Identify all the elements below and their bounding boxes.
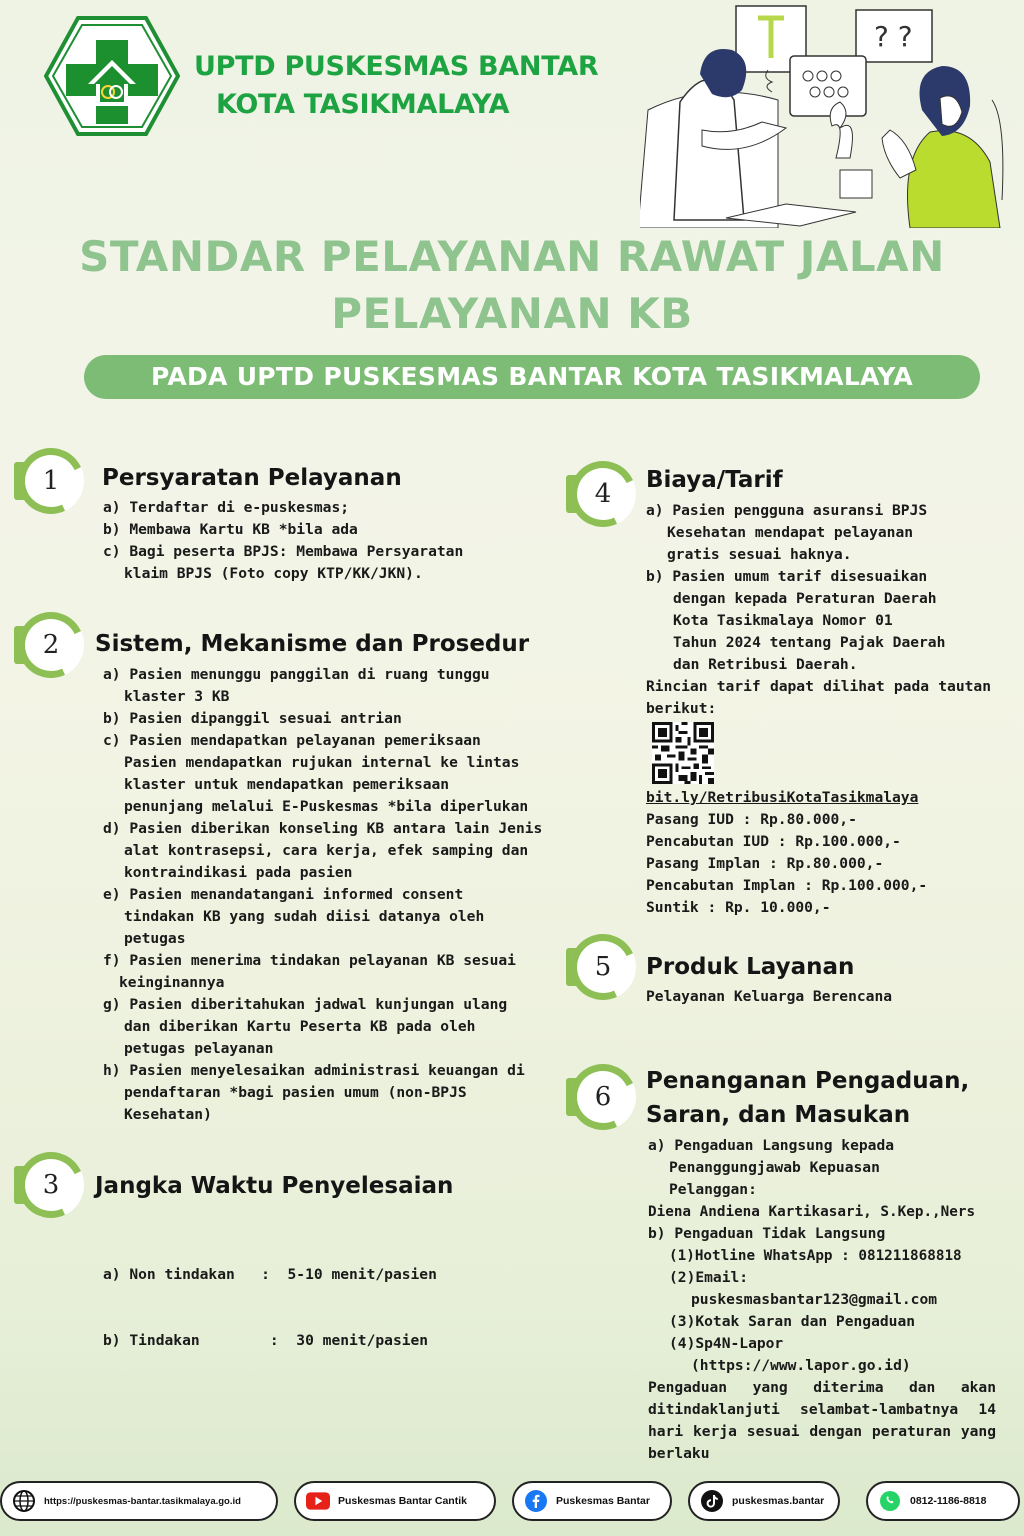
s1-item-b: b) Membawa Kartu KB *bila ada xyxy=(103,521,358,538)
s6-lapor-label: (4)Sp4N-Lapor xyxy=(669,1335,784,1352)
s4-item-b: b) Pasien umum tarif disesuaikan xyxy=(646,568,928,585)
s2-item-h-cont2: Kesehatan) xyxy=(124,1106,212,1123)
s6-hotline: (1)Hotline WhatsApp : 081211868818 xyxy=(669,1248,962,1264)
youtube-pill[interactable] xyxy=(294,1481,496,1521)
s2-item-e-cont2: petugas xyxy=(124,930,186,947)
globe-icon xyxy=(12,1489,36,1513)
main-title xyxy=(0,228,1024,342)
section-6-number: 6 xyxy=(594,1082,612,1112)
website-text: https://puskesmas-bantar.tasikmalaya.go.id xyxy=(44,1495,241,1507)
s2-item-c: c) Pasien mendapatkan pelayanan pemeriksaan xyxy=(103,732,481,749)
whatsapp-pill[interactable] xyxy=(866,1481,1020,1521)
facebook-text: Puskesmas Bantar xyxy=(556,1495,650,1507)
s6-item-a-cont1: Penanggungjawab Kepuasan xyxy=(669,1159,880,1176)
section-6-badge xyxy=(570,1064,636,1130)
section-3-number: 3 xyxy=(42,1170,60,1200)
s1-item-a: a) Terdaftar di e-puskesmas; xyxy=(103,499,350,516)
s6-item-a: a) Pengaduan Langsung kepada xyxy=(648,1137,895,1154)
subtitle-bar: PADA UPTD PUSKESMAS BANTAR KOTA TASIKMALAYA xyxy=(84,355,980,399)
section-1-title: Persyaratan Pelayanan xyxy=(102,465,402,491)
s6-item-b: b) Pengaduan Tidak Langsung xyxy=(648,1225,886,1242)
qr-code xyxy=(652,722,714,784)
fee-list xyxy=(646,809,991,919)
whatsapp-text: 0812-1186-8818 xyxy=(910,1495,987,1507)
section-2-badge xyxy=(18,612,84,678)
section-3-body xyxy=(103,1220,553,1374)
org-name-line1: UPTD PUSKESMAS BANTAR xyxy=(194,51,599,82)
section-6-title-line1: Penanganan Pengaduan, xyxy=(646,1068,970,1094)
facebook-icon xyxy=(524,1489,548,1513)
s2-item-g-cont2: petugas pelayanan xyxy=(124,1040,274,1057)
s2-item-d: d) Pasien diberikan konseling KB antara lain Jenis xyxy=(103,820,543,837)
s2-item-c-cont1: Pasien mendapatkan rujukan internal ke lintas xyxy=(124,754,520,771)
s2-item-e: e) Pasien menandatangani informed consent xyxy=(103,886,464,903)
s3-item-b: b) Tindakan : 30 menit/pasien xyxy=(103,1332,429,1349)
s6-email-label: (2)Email: xyxy=(669,1269,749,1286)
s2-item-g-cont1: dan diberikan Kartu Peserta KB pada oleh xyxy=(124,1018,476,1035)
youtube-icon xyxy=(306,1489,330,1513)
main-title-line1: STANDAR PELAYANAN RAWAT JALAN xyxy=(79,232,945,281)
puskesmas-logo xyxy=(44,14,180,138)
s6-item-a-cont2: Pelanggan: xyxy=(669,1181,757,1198)
s1-item-c: c) Bagi peserta BPJS: Membawa Persyaratan xyxy=(103,543,464,560)
whatsapp-icon xyxy=(878,1489,902,1513)
section-6-body xyxy=(648,1135,996,1465)
s2-item-a-cont: klaster 3 KB xyxy=(124,688,230,705)
s2-item-a: a) Pasien menunggu panggilan di ruang tunggu xyxy=(103,666,490,683)
s2-item-d-cont2: kontraindikasi pada pasien xyxy=(124,864,353,881)
s2-item-f: f) Pasien menerima tindakan pelayanan KB sesuai xyxy=(103,952,516,969)
main-title-line2: PELAYANAN KB xyxy=(331,289,693,338)
tiktok-text: puskesmas.bantar xyxy=(732,1495,825,1507)
fee-item: Pencabutan Implan : Rp.100.000,- xyxy=(646,877,928,894)
section-3-title: Jangka Waktu Penyelesaian xyxy=(95,1173,454,1199)
s2-item-g: g) Pasien diberitahukan jadwal kunjungan ulang xyxy=(103,996,508,1013)
s4-item-b-cont2: Kota Tasikmalaya Nomor 01 xyxy=(673,612,893,629)
section-5-title: Produk Layanan xyxy=(646,954,855,980)
s6-email-value: puskesmasbantar123@gmail.com xyxy=(691,1291,938,1308)
tariff-link[interactable]: bit.ly/RetribusiKotaTasikmalaya xyxy=(646,789,919,806)
section-2-title: Sistem, Mekanisme dan Prosedur xyxy=(95,631,530,657)
tiktok-pill[interactable] xyxy=(688,1481,840,1521)
s6-footer-note: Pengaduan yang diterima dan akan ditindaklanjuti selambat-lambatnya 14 hari kerja sesuai dengan peraturan yang berlaku xyxy=(648,1379,996,1462)
s4-item-a: a) Pasien pengguna asuransi BPJS xyxy=(646,502,928,519)
s1-item-c-cont: klaim BPJS (Foto copy KTP/KK/JKN). xyxy=(124,565,423,582)
facebook-pill[interactable] xyxy=(512,1481,672,1521)
s2-item-c-cont3: penunjang melalui E-Puskesmas *bila diperlukan xyxy=(124,798,529,815)
s2-item-d-cont1: alat kontrasepsi, cara kerja, efek samping dan xyxy=(124,842,529,859)
section-4-title: Biaya/Tarif xyxy=(646,467,783,493)
fee-item: Pasang IUD : Rp.80.000,- xyxy=(646,811,857,828)
s2-item-c-cont2: klaster untuk mendapatkan pemeriksaan xyxy=(124,776,450,793)
s2-item-b: b) Pasien dipanggil sesuai antrian xyxy=(103,710,402,727)
section-6-title-line2: Saran, dan Masukan xyxy=(646,1102,911,1128)
section-1-body xyxy=(103,497,553,585)
section-4-number: 4 xyxy=(594,479,612,509)
website-pill[interactable] xyxy=(0,1481,278,1521)
section-1-badge xyxy=(18,448,84,514)
fee-item: Suntik : Rp. 10.000,- xyxy=(646,899,831,916)
s2-item-h: h) Pasien menyelesaikan administrasi keuangan di xyxy=(103,1062,525,1079)
s3-item-a: a) Non tindakan : 5-10 menit/pasien xyxy=(103,1266,437,1283)
youtube-text: Puskesmas Bantar Cantik xyxy=(338,1495,467,1507)
s2-item-f-cont: keinginannya xyxy=(119,974,225,991)
section-6-title xyxy=(646,1064,969,1132)
s2-item-e-cont1: tindakan KB yang sudah diisi datanya oleh xyxy=(124,908,485,925)
section-3-badge xyxy=(18,1152,84,1218)
s4-item-b-cont4: dan Retribusi Daerah. xyxy=(673,656,858,673)
section-1-number: 1 xyxy=(42,466,60,496)
section-5-body: Pelayanan Keluarga Berencana xyxy=(646,988,893,1005)
org-name xyxy=(194,48,614,124)
s2-item-h-cont1: pendaftaran *bagi pasien umum (non-BPJS xyxy=(124,1084,467,1101)
fee-item: Pasang Implan : Rp.80.000,- xyxy=(646,855,884,872)
s6-contact-name: Diena Andiena Kartikasari, S.Kep.,Ners xyxy=(648,1204,976,1220)
consultation-illustration xyxy=(640,0,1010,228)
org-name-line2: KOTA TASIKMALAYA xyxy=(216,89,510,120)
s4-item-a-cont2: gratis sesuai haknya. xyxy=(667,546,852,563)
section-4-badge xyxy=(570,461,636,527)
s6-suggestion-box: (3)Kotak Saran dan Pengaduan xyxy=(669,1313,916,1330)
s4-item-a-cont1: Kesehatan mendapat pelayanan xyxy=(667,524,914,541)
tiktok-icon xyxy=(700,1489,724,1513)
section-4-body xyxy=(646,500,991,720)
s4-rincian: Rincian tarif dapat dilihat pada tautan berikut: xyxy=(646,678,991,717)
fee-item: Pencabutan IUD : Rp.100.000,- xyxy=(646,833,901,850)
question-marks: ? ? xyxy=(874,20,913,53)
section-2-body xyxy=(103,664,558,1126)
section-2-number: 2 xyxy=(42,630,60,660)
s4-item-b-cont1: dengan kepada Peraturan Daerah xyxy=(673,590,937,607)
s4-item-b-cont3: Tahun 2024 tentang Pajak Daerah xyxy=(673,634,946,651)
section-5-number: 5 xyxy=(594,952,612,982)
section-5-badge xyxy=(570,934,636,1000)
s6-lapor-link[interactable]: (https://www.lapor.go.id) xyxy=(691,1357,911,1374)
